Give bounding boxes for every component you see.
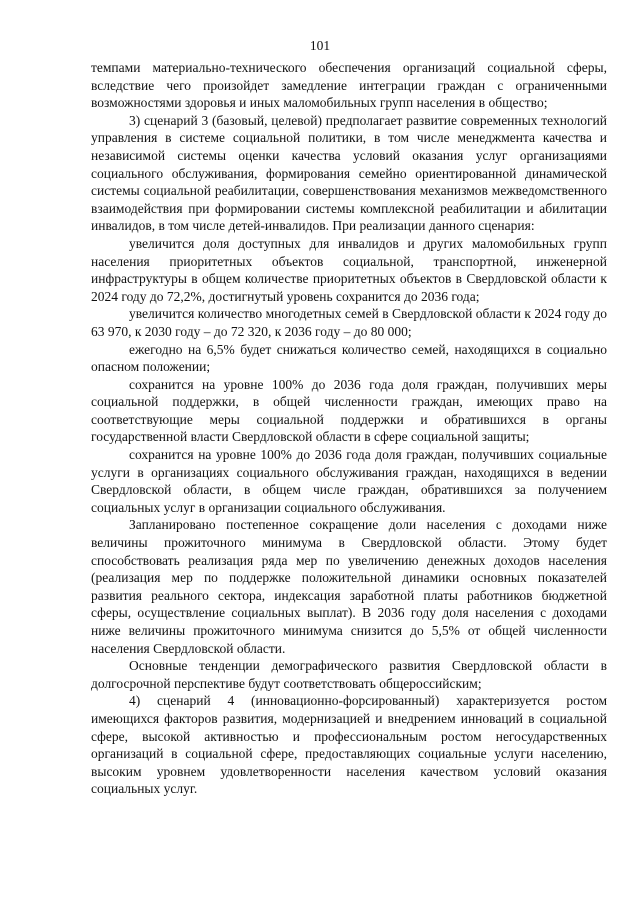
paragraph: увеличится доля доступных для инвалидов и других маломобильных групп населения приоритетных объектов социальной, транспортной, инженерной инфраструктуры в общем количестве приоритетных объектов в Свердловской области к 2024 году до 72,2%, достигнутый уровень сохранится до 2036 года; [91, 235, 607, 304]
paragraph: 4) сценарий 4 (инновационно-форсированный) характеризуется ростом имеющихся факторов развития, модернизацией и внедрением инноваций в социальной сфере, высокой активностью и профессиональным ростом негосударственных организаций в социальной сфере, предоставляющих социальные услуги населению, высоким уровнем удовлетворенности населения качеством условий оказания социальных услуг. [91, 693, 607, 797]
document-body [91, 59, 607, 798]
paragraph: сохранится на уровне 100% до 2036 года доля граждан, получивших социальные услуги в организациях социального обслуживания граждан, находящихся в ведении Свердловской области, в общем числе граждан, обратившихся за получением социальных услуг в организации социального обслуживания. [91, 447, 607, 515]
paragraph: сохранится на уровне 100% до 2036 года доля граждан, получивших меры социальной поддержки, в общей численности граждан, имеющих право на соответствующие меры социальной поддержки и обратившихся в органы государственной власти Свердловской области в сфере социальной защиты; [91, 376, 607, 445]
paragraph: ежегодно на 6,5% будет снижаться количество семей, находящихся в социально опасном положении; [91, 341, 607, 375]
paragraph: увеличится количество многодетных семей в Свердловской области к 2024 году до 63 970, к 2030 году – до 72 320, к 2036 году – до 80 000; [91, 306, 607, 339]
paragraph: темпами материально-технического обеспечения организаций социальной сферы, вследствие чего произойдет замедление интеграции граждан с ограниченными возможностями здоровья и иных маломобильных групп населения в общество; [91, 60, 607, 111]
page-number: 101 [309, 38, 331, 53]
paragraph: 3) сценарий 3 (базовый, целевой) предполагает развитие современных технологий управления в системе социальной политики, в том числе менеджмента качества и независимой системы оценки качества условий оказания услуг организациями социального обслуживания, формирования семейно ориентированной динамической системы социальной реабилитации, совершенствования механизмов межведомственного взаимодействия при формировании системы комплексной реабилитации и абилитации инвалидов, в том числе детей-инвалидов. При реализации данного сценария: [91, 112, 607, 234]
paragraph: Основные тенденции демографического развития Свердловской области в долгосрочной перспективе будут соответствовать общероссийским; [91, 658, 607, 691]
paragraph: Запланировано постепенное сокращение доли населения с доходами ниже величины прожиточного минимума в Свердловской области. Этому будет способствовать реализация ряда мер по увеличению денежных доходов населения (реализация мер по поддержке положительной динамики основных показателей развития реального сектора, индексация заработной платы работников бюджетной сферы, осуществление социальных выплат). В 2036 году доля населения с доходами ниже величины прожиточного минимума снизится до 5,5% от общей численности населения Свердловской области. [91, 517, 607, 656]
